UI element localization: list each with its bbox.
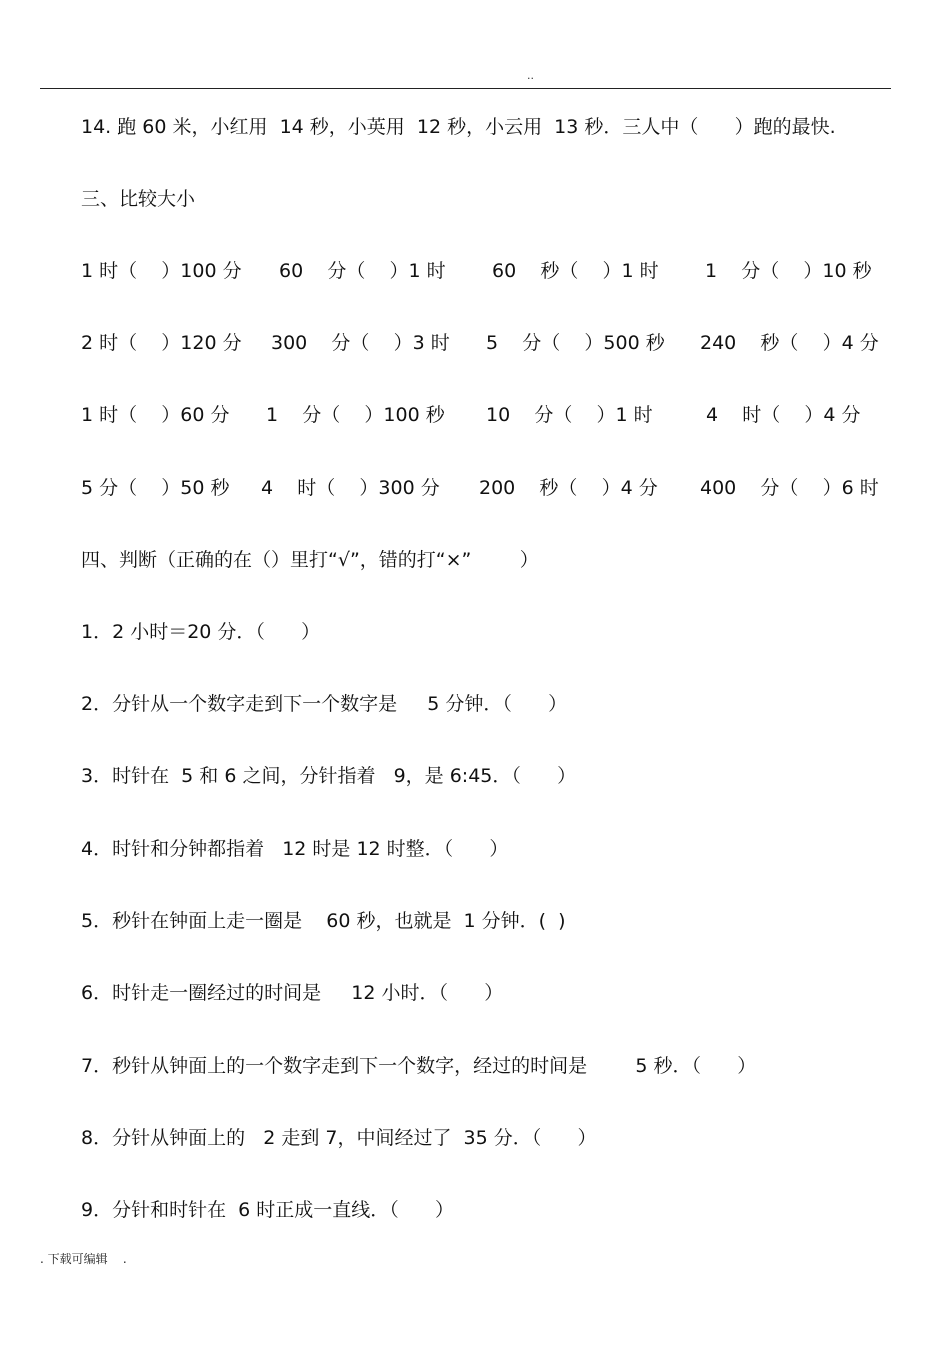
compare-cell: 1 时（ ）60 分 — [81, 404, 230, 426]
judgement-3: 3．时针在 5 和 6 之间，分针指着 9，是 6:45．（ ） — [81, 765, 577, 787]
header-rule — [40, 88, 891, 89]
compare-row-2 — [81, 329, 891, 357]
compare-row-1 — [81, 257, 891, 285]
judgement-8: 8．分针从钟面上的 2 走到 7，中间经过了 35 分．（ ） — [81, 1127, 597, 1149]
judgement-2: 2．分针从一个数字走到下一个数字是 5 分钟．（ ） — [81, 693, 568, 715]
judgement-5: 5．秒针在钟面上走一圈是 60 秒，也就是 1 分钟．( ) — [81, 910, 566, 932]
compare-row-3 — [81, 401, 891, 429]
compare-row-4 — [81, 474, 891, 502]
judgement-6: 6．时针走一圈经过的时间是 12 小时．（ ） — [81, 982, 504, 1004]
compare-cell: 4 时（ ）4 分 — [706, 404, 861, 426]
compare-cell: 10 分（ ）1 时 — [486, 404, 653, 426]
compare-cell: 5 分（ ）500 秒 — [486, 332, 665, 354]
judgement-9: 9．分针和时针在 6 时正成一直线．（ ） — [81, 1199, 455, 1221]
compare-cell: 1 分（ ）100 秒 — [266, 404, 445, 426]
compare-cell: 60 秒（ ）1 时 — [492, 260, 659, 282]
compare-cell: 5 分（ ）50 秒 — [81, 477, 230, 499]
compare-cell: 2 时（ ）120 分 — [81, 332, 242, 354]
section-3-title: 三、比较大小 — [81, 188, 196, 210]
compare-cell: 200 秒（ ）4 分 — [479, 477, 658, 499]
compare-cell: 400 分（ ）6 时 — [700, 477, 879, 499]
compare-cell: 240 秒（ ）4 分 — [700, 332, 879, 354]
header-mark: .. — [527, 69, 534, 82]
section-4-title: 四、判断（正确的在（）里打“√”，错的打“×” ） — [81, 549, 539, 571]
compare-cell: 300 分（ ）3 时 — [271, 332, 450, 354]
judgement-1: 1．2 小时＝20 分．（ ） — [81, 621, 321, 643]
compare-cell: 1 时（ ）100 分 — [81, 260, 242, 282]
compare-cell: 1 分（ ）10 秒 — [705, 260, 872, 282]
question-14: 14. 跑 60 米，小红用 14 秒，小英用 12 秒，小云用 13 秒．三人中（ ）跑的最快. — [81, 116, 836, 138]
compare-cell: 4 时（ ）300 分 — [261, 477, 440, 499]
judgement-7: 7．秒针从钟面上的一个数字走到下一个数字，经过的时间是 5 秒．（ ） — [81, 1055, 757, 1077]
footer-note: . 下载可编辑 . — [40, 1252, 127, 1266]
judgement-4: 4．时针和分钟都指着 12 时是 12 时整．（ ） — [81, 838, 509, 860]
compare-cell: 60 分（ ）1 时 — [279, 260, 446, 282]
